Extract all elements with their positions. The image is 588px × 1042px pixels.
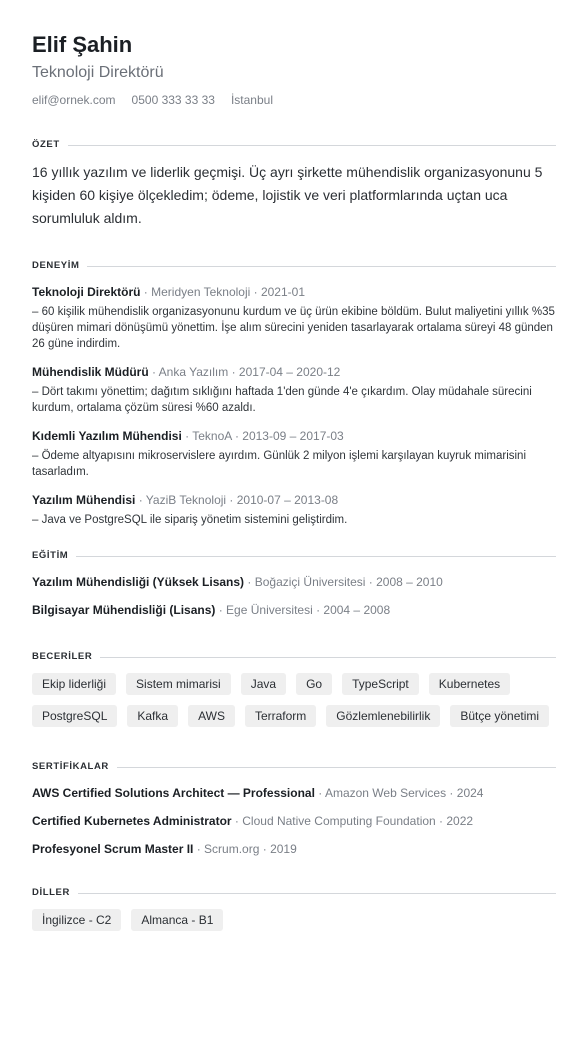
education-section — [32, 550, 556, 618]
summary-heading — [32, 139, 556, 150]
certification-list — [32, 785, 556, 857]
job-meta: · Meridyen Teknoloji · 2021-01 — [140, 285, 305, 299]
certification-meta: · Amazon Web Services · 2024 — [314, 786, 484, 800]
section-divider — [117, 767, 556, 768]
contact-email: elif@ornek.com — [32, 93, 116, 107]
certification-name: Profesyonel Scrum Master II — [32, 842, 194, 856]
summary-text: 16 yıllık yazılım ve liderlik geçmişi. Üç ayrı şirkette mühendislik organizasyonunu 5 kişiden 60 kişiye ölçekledim; ödeme, lojistik ve veri platformlarında uçtan uca sorumluluk aldım. — [32, 164, 543, 226]
skill-chip: AWS — [188, 705, 235, 727]
certification-meta: · Scrum.org · 2019 — [193, 842, 297, 856]
education-item — [32, 574, 556, 590]
education-item — [32, 602, 556, 618]
section-title: DENEYİM — [32, 260, 80, 271]
job-role: Kıdemli Yazılım Mühendisi — [32, 429, 182, 443]
degree-meta: · Ege Üniversitesi · 2004 – 2008 — [215, 603, 391, 617]
job-role: Yazılım Mühendisi — [32, 493, 136, 507]
job-meta: · TeknoA · 2013-09 – 2017-03 — [181, 429, 344, 443]
summary-section — [32, 139, 556, 230]
section-title: ÖZET — [32, 139, 60, 150]
job-description: – Dört takımı yönettim; dağıtım sıklığını haftada 1'den günde 4'e çıkardım. Olay müdahale sürecini kurdum, ortalama çözüm süresi %60 azaldı. — [32, 386, 532, 414]
language-chip: Almanca - B1 — [131, 909, 223, 931]
certifications-section — [32, 761, 556, 857]
contact-info — [32, 92, 556, 108]
skill-chip: Terraform — [245, 705, 316, 727]
skill-chip: PostgreSQL — [32, 705, 117, 727]
person-title: Teknoloji Direktörü — [32, 64, 164, 81]
degree-name: Bilgisayar Mühendisliği (Lisans) — [32, 603, 216, 617]
certification-item — [32, 841, 556, 857]
skill-chip: TypeScript — [342, 673, 419, 695]
section-title: EĞİTİM — [32, 550, 69, 561]
skill-chip: Sistem mimarisi — [126, 673, 231, 695]
section-title: DİLLER — [32, 887, 70, 898]
experience-heading — [32, 260, 556, 271]
section-title: BECERİLER — [32, 651, 93, 662]
skill-chip: Kubernetes — [429, 673, 510, 695]
section-divider — [76, 556, 556, 557]
skill-chip: Java — [241, 673, 286, 695]
section-divider — [100, 657, 556, 658]
section-divider — [68, 145, 556, 146]
languages-section — [32, 887, 556, 931]
skill-chip: Ekip liderliği — [32, 673, 116, 695]
skill-chip: Gözlemlenebilirlik — [326, 705, 440, 727]
certification-item — [32, 813, 556, 829]
experience-list — [32, 284, 556, 528]
person-name: Elif Şahin — [32, 32, 133, 57]
skills-section — [32, 651, 556, 727]
job-description: – Java ve PostgreSQL ile sipariş yönetim sistemini geliştirdim. — [32, 514, 348, 526]
job-meta: · Anka Yazılım · 2017-04 – 2020-12 — [148, 365, 341, 379]
certification-name: Certified Kubernetes Administrator — [32, 814, 232, 828]
certification-item — [32, 785, 556, 801]
language-chips — [32, 909, 556, 931]
certifications-heading — [32, 761, 556, 772]
languages-heading — [32, 887, 556, 898]
skill-chip: Kafka — [127, 705, 178, 727]
contact-phone: 0500 333 33 33 — [131, 93, 215, 107]
job-role: Mühendislik Müdürü — [32, 365, 149, 379]
skills-heading — [32, 651, 556, 662]
skill-chip: Bütçe yönetimi — [450, 705, 549, 727]
experience-item — [32, 428, 556, 480]
skill-chip: Go — [296, 673, 332, 695]
section-title: SERTİFİKALAR — [32, 761, 109, 772]
job-description: – 60 kişilik mühendislik organizasyonunu kurdum ve üç ürün ekibine böldüm. Bulut maliyetini yıllık %35 düşüren mimari dönüşümü yönettim. İşe alım sürecini yeniden tasarlayarak ortalama süreyi 48 günden 26 güne indirdim. — [32, 306, 555, 350]
certification-name: AWS Certified Solutions Architect — Professional — [32, 786, 315, 800]
section-divider — [78, 893, 556, 894]
experience-item — [32, 284, 556, 352]
degree-meta: · Boğaziçi Üniversitesi · 2008 – 2010 — [244, 575, 443, 589]
job-description: – Ödeme altyapısını mikroservislere ayırdım. Günlük 2 milyon işlemi karşılayan kuyruk mimarisini tasarladım. — [32, 450, 527, 478]
experience-item — [32, 364, 556, 416]
job-meta: · YaziB Teknoloji · 2010-07 – 2013-08 — [135, 493, 339, 507]
language-chip: İngilizce - C2 — [32, 909, 121, 931]
experience-item — [32, 492, 556, 528]
degree-name: Yazılım Mühendisliği (Yüksek Lisans) — [32, 575, 245, 589]
education-heading — [32, 550, 556, 561]
skill-chips — [32, 673, 556, 727]
experience-section — [32, 260, 556, 528]
section-divider — [87, 266, 556, 267]
contact-location: İstanbul — [230, 93, 273, 107]
job-role: Teknoloji Direktörü — [32, 285, 141, 299]
certification-meta: · Cloud Native Computing Foundation · 2022 — [231, 814, 474, 828]
education-list — [32, 574, 556, 618]
